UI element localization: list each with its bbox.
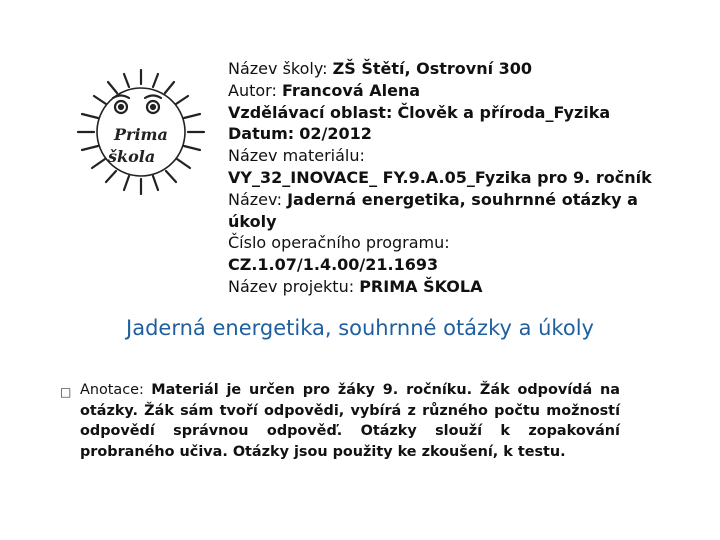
program-value: CZ.1.07/1.4.00/21.1693 [228, 255, 439, 275]
logo-text-skola: škola [108, 147, 156, 166]
info-block [228, 58, 668, 298]
material-label-row [228, 145, 668, 167]
program-label-row [228, 232, 668, 254]
bullet-icon: □ [60, 385, 72, 399]
project-row [228, 276, 668, 298]
date-value: 02/2012 [299, 124, 372, 144]
slide-title: Jaderná energetika, souhrnné otázky a úkoly [126, 316, 594, 340]
author-value: Francová Alena [281, 80, 421, 100]
annotation-paragraph [80, 380, 620, 462]
material-value: VY_32_INOVACE_ FY.9.A.05_Fyzika pro 9. ročník [228, 167, 652, 187]
material-value-row [228, 167, 668, 189]
sun-logo-icon [74, 66, 208, 198]
date-label: Datum: [228, 124, 295, 144]
annotation-text: Materiál je určen pro žáky 9. ročníku. Žák odpovídá na otázky. Žák sám tvoří odpovědi, vybírá z různého počtu možností odpovědí správnou odpověď. Otázky slouží k zopakování probraného učiva. Otázky jsou použity ke zkoušení, k testu. [80, 382, 620, 460]
logo-text-prima: Prima [114, 125, 168, 144]
school-value: ZŠ Štětí, Ostrovní 300 [332, 59, 533, 78]
author-row [228, 80, 668, 102]
project-value: PRIMA ŠKOLA [359, 276, 483, 296]
annotation-label: Anotace: [80, 382, 144, 398]
name-value: Jaderná energetika, souhrnné otázky a úkoly [228, 189, 638, 231]
date-row [228, 123, 668, 145]
name-row [228, 189, 668, 233]
program-label: Číslo operačního programu: [228, 233, 450, 253]
area-row [228, 102, 668, 124]
program-value-row [228, 254, 668, 276]
area-value: Člověk a příroda_Fyzika [397, 102, 611, 122]
name-label: Název: [228, 189, 282, 209]
prima-skola-logo [74, 66, 208, 198]
author-label: Autor: [228, 80, 277, 100]
project-label: Název projektu: [228, 276, 355, 296]
material-label: Název materiálu: [228, 146, 365, 166]
school-row [228, 58, 668, 80]
school-label: Název školy: [228, 59, 328, 78]
area-label: Vzdělávací oblast: [228, 102, 393, 122]
